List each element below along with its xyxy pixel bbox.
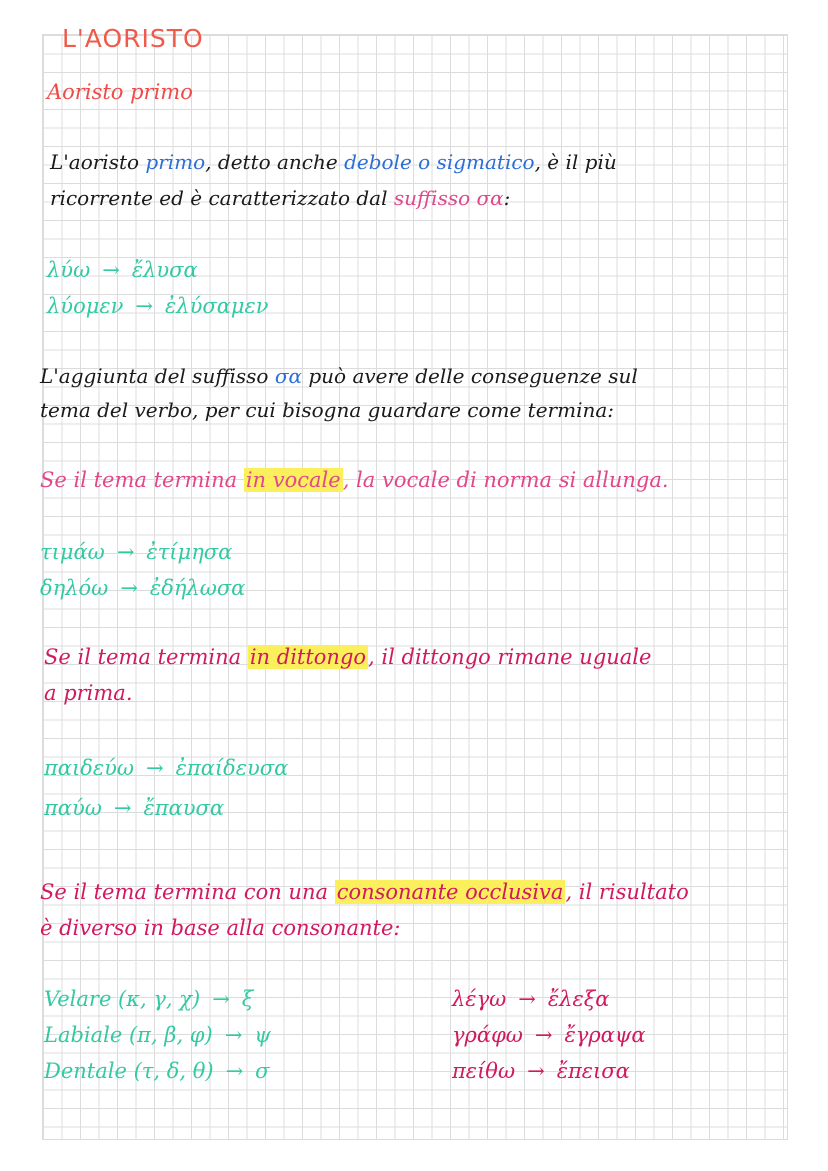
intro-text: :: [503, 186, 511, 210]
example-row: [452, 1059, 630, 1083]
keyword-suffisso: suffisso σα: [393, 186, 504, 210]
verb-present: παιδεύω: [44, 756, 135, 780]
verb-aorist: ἔπαυσα: [143, 796, 225, 820]
rule-dittongo-line-1: [44, 645, 651, 669]
example-row: [40, 540, 232, 564]
intro-text: , detto anche: [205, 150, 345, 174]
arrow-icon: →: [212, 987, 230, 1011]
verb-aorist: ἔλυσα: [131, 258, 198, 282]
example-row: [452, 1023, 646, 1047]
verb-aorist: ἐτίμησα: [146, 540, 233, 564]
arrow-icon: →: [113, 796, 132, 820]
verb-present: τιμάω: [40, 540, 105, 564]
verb-present: λύομεν: [47, 294, 124, 318]
consonant-label: Dentale (τ, δ, θ): [44, 1059, 214, 1083]
para2-line-2: tema del verbo, per cui bisogna guardare come termina:: [40, 398, 615, 422]
keyword-sa: σα: [274, 364, 302, 388]
verb-aorist: ἐδήλωσα: [149, 576, 246, 600]
highlight-occlusiva: consonante occlusiva: [336, 880, 564, 904]
consonant-result: σ: [255, 1059, 270, 1083]
intro-line-1: [50, 150, 617, 174]
rule-text: , il dittongo rimane uguale: [368, 645, 652, 669]
consonant-row: [44, 1023, 271, 1047]
section-subtitle: Aoristo primo: [47, 80, 193, 104]
para-text: può avere delle conseguenze sul: [302, 364, 638, 388]
intro-text: ricorrente ed è caratterizzato dal: [50, 186, 394, 210]
example-row: [40, 576, 245, 600]
arrow-icon: →: [116, 540, 135, 564]
arrow-icon: →: [135, 294, 154, 318]
verb-aorist: ἐλύσαμεν: [165, 294, 269, 318]
verb-present: λέγω: [452, 987, 507, 1011]
arrow-icon: →: [518, 987, 536, 1011]
verb-aorist: ἔπεισα: [556, 1059, 630, 1083]
rule-text: Se il tema termina con una: [40, 880, 335, 904]
example-row: [47, 294, 269, 318]
rule-occlusiva-line-2: è diverso in base alla consonante:: [40, 916, 401, 940]
highlight-dittongo: in dittongo: [249, 645, 367, 669]
verb-aorist: ἐπαίδευσα: [175, 756, 289, 780]
rule-text: Se il tema termina: [40, 468, 244, 492]
consonant-row: [44, 987, 253, 1011]
rule-occlusiva-line-1: [40, 880, 689, 904]
rule-text: , la vocale di norma si allunga.: [342, 468, 669, 492]
verb-aorist: ἔλεξα: [547, 987, 610, 1011]
rule-dittongo-line-2: a prima.: [44, 681, 133, 705]
arrow-icon: →: [120, 576, 138, 600]
consonant-row: [44, 1059, 270, 1083]
para2-line-1: [40, 364, 638, 388]
consonant-result: ψ: [254, 1023, 271, 1047]
para-text: L'aggiunta del suffisso: [40, 364, 275, 388]
arrow-icon: →: [102, 258, 120, 282]
keyword-debole-sigmatico: debole o sigmatico: [344, 150, 535, 174]
verb-present: γράφω: [452, 1023, 523, 1047]
page-title: L'AORISTO: [62, 24, 204, 53]
verb-present: παύω: [44, 796, 102, 820]
consonant-label: Velare (κ, γ, χ): [44, 987, 201, 1011]
consonant-result: ξ: [241, 987, 254, 1011]
consonant-label: Labiale (π, β, φ): [44, 1023, 213, 1047]
intro-line-2: [50, 186, 510, 210]
rule-vocale: [40, 468, 669, 492]
arrow-icon: →: [527, 1059, 545, 1083]
verb-present: λύω: [47, 258, 91, 282]
intro-text: L'aoristo: [50, 150, 146, 174]
example-row: [452, 987, 609, 1011]
verb-aorist: ἔγραψα: [564, 1023, 646, 1047]
verb-present: δηλόω: [40, 576, 109, 600]
arrow-icon: →: [225, 1059, 244, 1083]
example-row: [47, 258, 198, 282]
rule-text: , il risultato: [565, 880, 689, 904]
example-row: [44, 796, 224, 820]
highlight-vocale: in vocale: [245, 468, 341, 492]
keyword-primo: primo: [145, 150, 206, 174]
arrow-icon: →: [534, 1023, 553, 1047]
arrow-icon: →: [224, 1023, 243, 1047]
intro-text: , è il più: [534, 150, 617, 174]
verb-present: πείθω: [452, 1059, 516, 1083]
arrow-icon: →: [146, 756, 164, 780]
example-row: [44, 756, 288, 780]
rule-text: Se il tema termina: [44, 645, 248, 669]
